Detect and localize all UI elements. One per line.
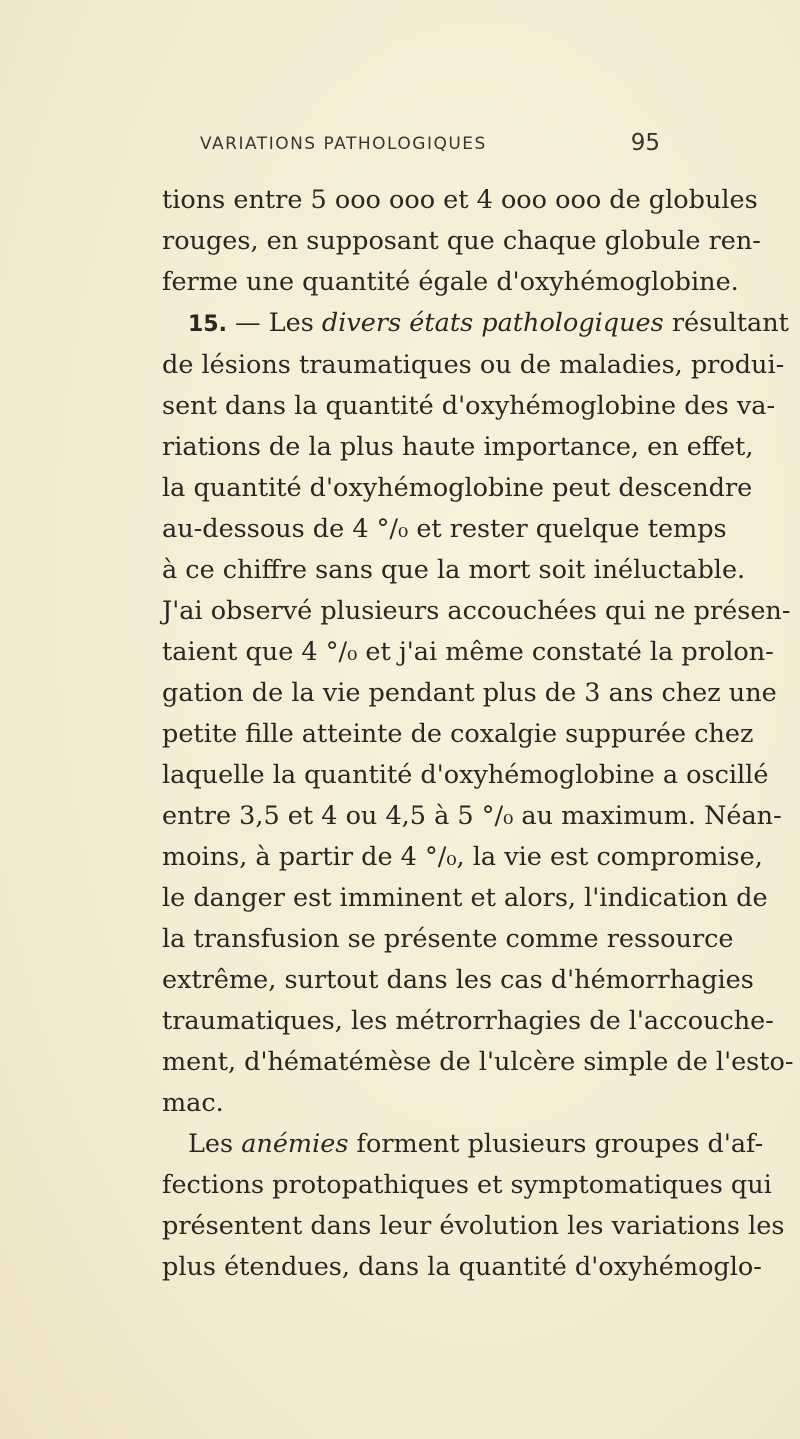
line-text: mac. — [162, 1088, 224, 1118]
text-line — [162, 960, 754, 1001]
line-text: sent dans la quantité d'oxyhémoglobine des va- — [162, 391, 776, 421]
line-text: Les — [188, 1129, 242, 1159]
text-line — [162, 1083, 662, 1124]
text-line — [162, 714, 754, 755]
text-line — [162, 509, 727, 550]
line-text: tions entre 5 ooo ooo et 4 ooo ooo de globules — [162, 185, 758, 215]
line-text: riations de la plus haute importance, en effet, — [162, 432, 754, 462]
line-text: fections protopathiques et symptomatiques qui — [162, 1170, 772, 1200]
line-text: la transfusion se présente comme ressource — [162, 924, 734, 954]
line-text: J'ai observé plusieurs accouchées qui ne présen- — [162, 596, 791, 626]
emphasis-text: anémies — [241, 1129, 349, 1159]
text-line — [162, 796, 782, 837]
line-text: résultant — [663, 308, 789, 338]
text-line — [162, 427, 754, 468]
line-text: ferme une quantité égale d'oxyhémoglobine. — [162, 267, 739, 297]
text-line — [162, 755, 769, 796]
line-text: plus étendues, dans la quantité d'oxyhémoglo- — [162, 1252, 762, 1282]
line-text: le danger est imminent et alors, l'indication de — [162, 883, 768, 913]
text-line — [162, 303, 789, 345]
text-line — [162, 837, 763, 878]
line-text: entre 3,5 et 4 ou 4,5 à 5 °/₀ au maximum. Néan- — [162, 801, 782, 831]
line-text: ment, d'hématémèse de l'ulcère simple de l'esto- — [162, 1047, 794, 1077]
text-line — [162, 1042, 794, 1083]
line-text: moins, à partir de 4 °/₀, la vie est compromise, — [162, 842, 763, 872]
page-number: 95 — [630, 130, 660, 156]
text-line — [162, 1124, 764, 1165]
text-line — [162, 550, 746, 591]
text-line — [162, 1165, 772, 1206]
line-text: à ce chiffre sans que la mort soit inéluctable. — [162, 555, 746, 585]
text-line — [162, 262, 739, 303]
text-line — [162, 673, 777, 714]
text-line — [162, 1206, 785, 1247]
text-line — [162, 386, 776, 427]
section-number: 15. — [188, 312, 227, 337]
line-text: laquelle la quantité d'oxyhémoglobine a oscillé — [162, 760, 769, 790]
line-text: au-dessous de 4 °/₀ et rester quelque temps — [162, 514, 727, 544]
line-text: gation de la vie pendant plus de 3 ans chez une — [162, 678, 777, 708]
line-text: la quantité d'oxyhémoglobine peut descendre — [162, 473, 753, 503]
line-text: traumatiques, les métrorrhagies de l'accouche- — [162, 1006, 774, 1036]
text-line — [162, 591, 791, 632]
text-line — [162, 221, 761, 262]
body-text — [162, 180, 794, 1288]
text-line — [162, 345, 785, 386]
line-text: petite fille atteinte de coxalgie suppurée chez — [162, 719, 754, 749]
line-text: taient que 4 °/₀ et j'ai même constaté la prolon- — [162, 637, 774, 667]
emphasis-text: divers états pathologiques — [321, 308, 664, 338]
text-line — [162, 180, 758, 221]
line-text: — Les — [226, 308, 322, 338]
text-line — [162, 632, 774, 673]
text-line — [162, 878, 768, 919]
line-text: présentent dans leur évolution les variations les — [162, 1211, 785, 1241]
line-text: de lésions traumatiques ou de maladies, produi- — [162, 350, 785, 380]
text-line — [162, 468, 753, 509]
text-line — [162, 919, 734, 960]
line-text: extrême, surtout dans les cas d'hémorrhagies — [162, 965, 754, 995]
text-line — [162, 1247, 762, 1288]
line-text: rouges, en supposant que chaque globule ren- — [162, 226, 761, 256]
line-text: forment plusieurs groupes d'af- — [348, 1129, 764, 1159]
running-title: VARIATIONS PATHOLOGIQUES — [200, 134, 487, 154]
text-line — [162, 1001, 774, 1042]
